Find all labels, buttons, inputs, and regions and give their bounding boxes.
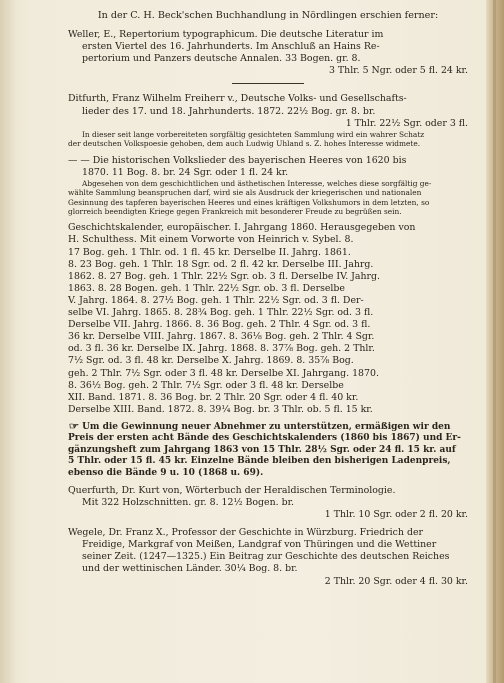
entry-kriege	[68, 155, 468, 217]
entry-price: 3 Thlr. 5 Ngr. oder 5 fl. 24 kr.	[328, 65, 468, 77]
page-header: In der C. H. Beck'schen Buchhandlung in Nördlingen erschien ferner:	[97, 10, 439, 21]
entry-note: wählte Sammlung beanspruchen darf, wird sie als Ausdruck der kriegerischen und nationalen	[68, 188, 422, 198]
entry-note: der deutschen Volkspoesie gehoben, dem auch Ludwig Uhland s. Z. hohes Interesse widmete.	[68, 139, 421, 149]
notice-line	[68, 422, 468, 433]
entry-line: ersten Viertel des 16. Jahrhunderts. Im Anschluß an Hains Re-	[82, 41, 380, 53]
entry-line: Wegele, Dr. Franz X., Professor der Geschichte in Würzburg. Friedrich der	[68, 527, 423, 539]
entry-price: 2 Thlr. 20 Sgr. oder 4 fl. 30 kr.	[324, 575, 468, 587]
entry-line: V. Jahrg. 1864. 8. 27½ Bog. geh. 1 Thlr. 22½ Sgr. od. 3 fl. Der-	[68, 294, 364, 306]
entry-line: Weller, E., Repertorium typographicum. Die deutsche Literatur im	[68, 29, 384, 41]
entry-geschichtskalender	[68, 222, 468, 416]
entry-note: glorreich beendigten Kriege gegen Frankreich mit besonderer Freude zu begrüßen sein.	[68, 206, 402, 216]
notice-line: Preis der ersten acht Bände des Geschichtskalenders (1860 bis 1867) und Er-	[68, 433, 461, 444]
notice-line: gänzungsheft zum Jahrgang 1863 von 15 Thlr. 28½ Sgr. oder 24 fl. 15 kr. auf	[68, 444, 456, 455]
entry-line: — — Die historischen Volkslieder des bayerischen Heeres von 1620 bis	[68, 154, 407, 166]
notice-text: Um die Gewinnung neuer Abnehmer zu unterstützen, ermäßigen wir den	[82, 421, 451, 432]
entry-line: Derselbe XIII. Band. 1872. 8. 39¼ Bog. br. 3 Thlr. ob. 5 fl. 15 kr.	[68, 403, 373, 415]
notice-line: ebenso die Bände 9 u. 10 (1868 u. 69).	[68, 467, 264, 478]
notice-line: 5 Thlr. oder 15 fl. 45 kr. Einzelne Bände bleiben den bisherigen Ladenpreis,	[68, 456, 451, 467]
entry-line: pertorium und Panzers deutsche Annalen. 33 Bogen. gr. 8.	[82, 53, 361, 65]
page-content	[68, 10, 468, 594]
entry-line: 17 Bog. geh. 1 Thlr. od. 1 fl. 45 kr. Derselbe II. Jahrg. 1861.	[68, 246, 351, 258]
entry-line: 1863. 8. 28 Bogen. geh. 1 Thlr. 22½ Sgr. ob. 3 fl. Derselbe	[68, 282, 345, 294]
entry-price: 1 Thlr. 10 Sgr. oder 2 fl. 20 kr.	[324, 509, 468, 521]
entry-price: 1 Thlr. 22½ Sgr. oder 3 fl.	[345, 117, 468, 129]
entry-note: Gesinnung des tapferen bayerischen Heeres und eines kräftigen Volkshumors in dem letzten, so	[68, 197, 430, 207]
pointing-hand-icon: ☞	[68, 421, 80, 432]
entry-querfurth	[68, 485, 468, 521]
entry-line: Geschichtskalender, europäischer. I. Jahrgang 1860. Herausgegeben von	[68, 222, 416, 234]
page-gutter	[0, 0, 14, 683]
entry-note: Abgesehen von dem geschichtlichen und ästhetischen Interesse, welches diese sorgfältig ge-	[82, 178, 432, 188]
entry-line: 1862. 8. 27 Bog. geh. 1 Thlr. 22½ Sgr. ob. 3 fl. Derselbe IV. Jahrg.	[68, 270, 381, 282]
entry-line: XII. Band. 1871. 8. 36 Bog. br. 2 Thlr. 20 Sgr. oder 4 fl. 40 kr.	[68, 391, 359, 403]
entry-line: H. Schulthess. Mit einem Vorworte von Heinrich v. Sybel. 8.	[68, 234, 354, 246]
entry-line: Ditfurth, Franz Wilhelm Freiherr v., Deutsche Volks- und Gesellschafts-	[68, 93, 407, 105]
page-edge-stripe	[493, 0, 496, 683]
entry-line: lieder des 17. und 18. Jahrhunderts. 1872. 22½ Bog. gr. 8. br.	[82, 105, 376, 117]
entry-line: Derselbe VII. Jahrg. 1866. 8. 36 Bog. geh. 2 Thlr. 4 Sgr. od. 3 fl.	[68, 319, 371, 331]
price-reduction-notice	[68, 422, 468, 479]
entry-wegele	[68, 527, 468, 587]
entry-line: selbe VI. Jahrg. 1865. 8. 28¾ Bog. geh. 1 Thlr. 22½ Sgr. od. 3 fl.	[68, 307, 374, 319]
entry-line: seiner Zeit. (1247—1325.) Ein Beitrag zur Geschichte des deutschen Reiches	[82, 551, 450, 563]
entry-line: 36 kr. Derselbe VIII. Jahrg. 1867. 8. 36⅛ Bog. geh. 2 Thlr. 4 Sgr.	[68, 331, 375, 343]
entry-line: Mit 322 Holzschnitten. gr. 8. 12½ Bogen. br.	[82, 497, 295, 508]
entry-line: Querfurth, Dr. Kurt von, Wörterbuch der Heraldischen Terminologie.	[68, 484, 396, 496]
entry-line: 8. 36½ Bog. geh. 2 Thlr. 7½ Sgr. oder 3 fl. 48 kr. Derselbe	[68, 379, 344, 391]
entry-line: und der wettinischen Länder. 30¼ Bog. 8. br.	[82, 563, 298, 575]
entry-line: 7½ Sgr. od. 3 fl. 48 kr. Derselbe X. Jahrg. 1869. 8. 35⅞ Bog.	[68, 355, 354, 367]
entry-note: In dieser seit lange vorbereiteten sorgfältig gesichteten Sammlung wird ein wahrer Schatz	[82, 129, 425, 139]
divider-rule	[232, 83, 304, 84]
entry-line: 1870. 11 Bog. 8. br. 24 Sgr. oder 1 fl. 24 kr.	[82, 166, 289, 178]
entry-line: Freidige, Markgraf von Meißen, Landgraf von Thüringen und die Wettiner	[82, 539, 437, 551]
entry-line: 8. 23 Bog. geh. 1 Thlr. 18 Sgr. od. 2 fl. 42 kr. Derselbe III. Jahrg.	[68, 258, 374, 270]
entry-weller	[68, 29, 468, 77]
entry-ditfurth	[68, 93, 468, 148]
entry-line: geh. 2 Thlr. 7½ Sgr. oder 3 fl. 48 kr. Derselbe XI. Jahrgang. 1870.	[68, 367, 379, 379]
entry-line: od. 3 fl. 36 kr. Derselbe IX. Jahrg. 1868. 8. 37⅞ Bog. geh. 2 Thlr.	[68, 343, 375, 355]
